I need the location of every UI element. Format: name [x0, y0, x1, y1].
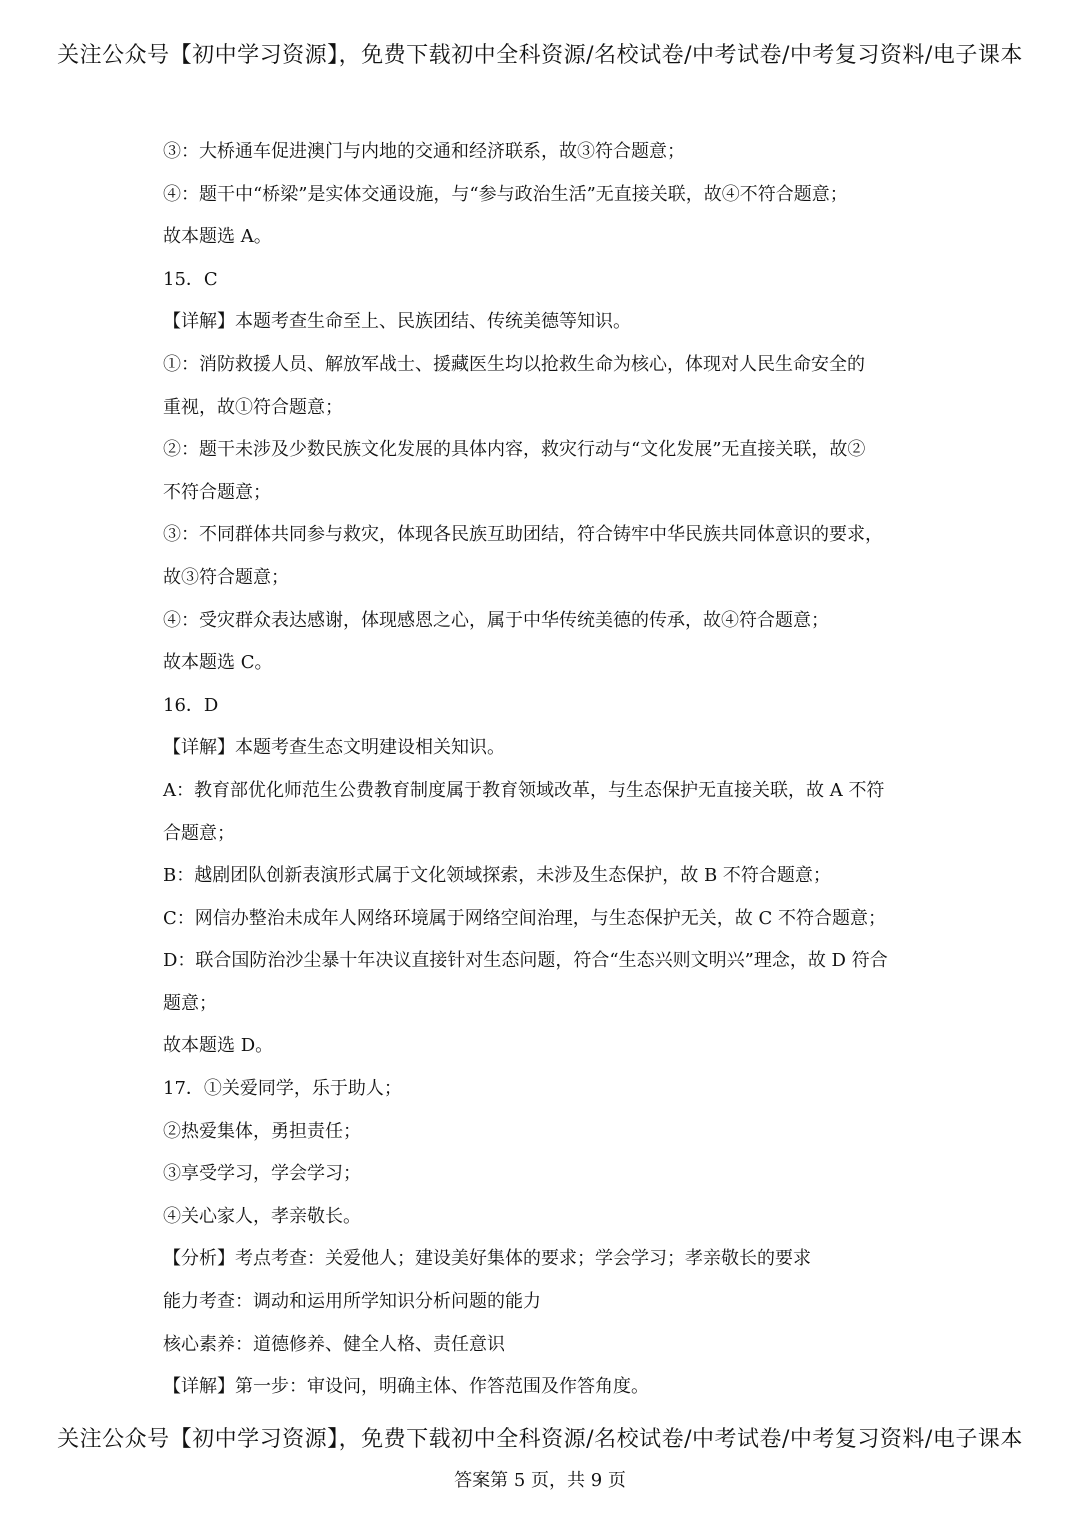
text-line: A：教育部优化师范生公费教育制度属于教育领域改革，与生态保护无直接关联，故 A 不符	[163, 779, 885, 801]
text-line: ④关心家人，孝亲敬长。	[163, 1205, 361, 1227]
text-line: ②热爱集体，勇担责任；	[163, 1120, 361, 1142]
question-number: 15．C	[163, 268, 218, 290]
text-line: ①：消防救援人员、解放军战士、援藏医生均以抢救生命为核心，体现对人民生命安全的	[163, 353, 865, 375]
text-line: 故本题选 D。	[163, 1035, 274, 1057]
text-line: ④：受灾群众表达感谢，体现感恩之心，属于中华传统美德的传承，故④符合题意；	[163, 609, 829, 631]
footer-banner: 关注公众号【初中学习资源】，免费下载初中全科资源/名校试卷/中考试卷/中考复习资料/电子课本	[57, 1427, 1023, 1452]
text-line: 故③符合题意；	[163, 566, 289, 588]
text-line: 不符合题意；	[163, 481, 271, 503]
text-line: ②：题干未涉及少数民族文化发展的具体内容，救灾行动与“文化发展”无直接关联，故②	[163, 439, 866, 461]
question-number: 17．①关爱同学，乐于助人；	[163, 1078, 402, 1100]
question-number: 16．D	[163, 694, 219, 716]
text-line: C：网信办整治未成年人网络环境属于网络空间治理，与生态保护无关，故 C 不符合题意；	[163, 907, 886, 929]
text-line: 能力考查：调动和运用所学知识分析问题的能力	[163, 1291, 541, 1313]
text-line: 题意；	[163, 992, 217, 1014]
page-number: 答案第 5 页，共 9 页	[454, 1470, 626, 1491]
text-line: 合题意；	[163, 822, 235, 844]
text-line: ④：题干中“桥梁”是实体交通设施，与“参与政治生活”无直接关联，故④不符合题意；	[163, 183, 848, 205]
text-line: 【详解】本题考查生态文明建设相关知识。	[163, 737, 505, 759]
text-line: 故本题选 A。	[163, 226, 272, 248]
text-line: B：越剧团队创新表演形式属于文化领域探索，未涉及生态保护，故 B 不符合题意；	[163, 865, 831, 887]
text-line: ③：不同群体共同参与救灾，体现各民族互助团结，符合铸牢中华民族共同体意识的要求，	[163, 524, 883, 546]
text-line: ③享受学习，学会学习；	[163, 1163, 361, 1185]
text-line: 重视，故①符合题意；	[163, 396, 343, 418]
text-line: ③：大桥通车促进澳门与内地的交通和经济联系，故③符合题意；	[163, 141, 685, 162]
text-line: D：联合国防治沙尘暴十年决议直接针对生态问题，符合“生态兴则文明兴”理念，故 D 符合	[163, 950, 888, 972]
text-line: 核心素养：道德修养、健全人格、责任意识	[163, 1333, 505, 1355]
document-body	[163, 136, 933, 1414]
text-line: 【分析】考点考查：关爱他人；建设美好集体的要求；学会学习；孝亲敬长的要求	[163, 1248, 811, 1270]
text-line: 故本题选 C。	[163, 652, 273, 674]
text-line: 【详解】本题考查生命至上、民族团结、传统美德等知识。	[163, 311, 631, 333]
header-banner: 关注公众号【初中学习资源】，免费下载初中全科资源/名校试卷/中考试卷/中考复习资料/电子课本	[57, 43, 1023, 68]
text-line: 【详解】第一步：审设问，明确主体、作答范围及作答角度。	[163, 1376, 649, 1398]
